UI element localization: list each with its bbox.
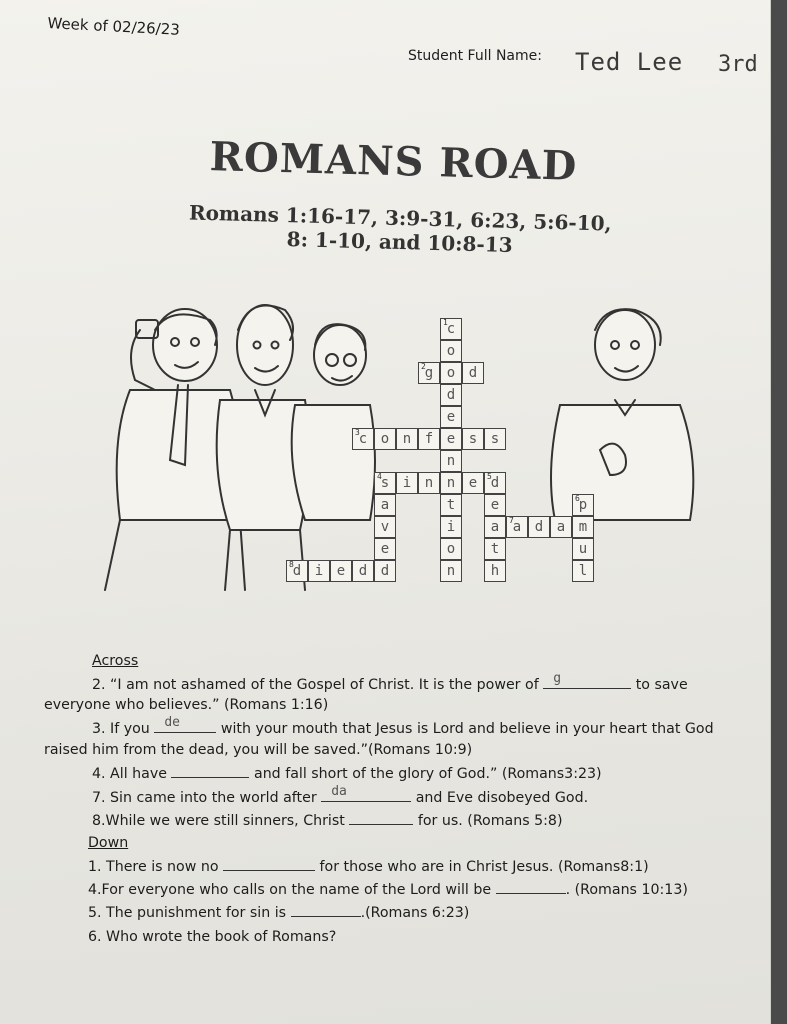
crossword-cell[interactable]: [286, 560, 308, 582]
crossword-handwritten-letter: g: [424, 365, 434, 381]
crossword-cell[interactable]: [506, 516, 528, 538]
clue-down-1-text: 1. There is now no: [88, 859, 219, 875]
crossword-cell[interactable]: [484, 538, 506, 560]
student-name-handwritten: Ted Lee: [575, 48, 684, 76]
crossword-clue-number: 2: [421, 362, 426, 371]
crossword-handwritten-letter: c: [446, 321, 456, 337]
clue-down-4: [88, 879, 688, 901]
student-name-label: Student Full Name:: [408, 48, 542, 64]
crossword-cell[interactable]: [528, 516, 550, 538]
clue-across-2-text: 2. “I am not ashamed of the Gospel of Christ. It is the power of: [92, 677, 539, 693]
crossword-cell[interactable]: [440, 450, 462, 472]
answer-blank-across-8[interactable]: [349, 810, 413, 825]
crossword-cell[interactable]: [440, 560, 462, 582]
answer-blank-down-5[interactable]: [291, 902, 361, 917]
crossword-cell[interactable]: [330, 560, 352, 582]
crossword-cell[interactable]: [440, 428, 462, 450]
crossword-cell[interactable]: [462, 362, 484, 384]
crossword-clue-number: 7: [509, 516, 514, 525]
clue-across-2-tail: to save: [635, 677, 688, 693]
crossword-handwritten-letter: n: [402, 431, 412, 447]
answer-blank-across-3[interactable]: [154, 715, 216, 733]
clue-across-3-tail: with your mouth that Jesus is Lord and believe in your heart that God: [220, 721, 714, 737]
clue-down-4-text: 4.For everyone who calls on the name of the Lord will be: [88, 882, 492, 898]
crossword-cell[interactable]: [440, 318, 462, 340]
crossword-clue-number: 3: [355, 428, 360, 437]
crossword-handwritten-letter: a: [490, 519, 500, 535]
crossword-cell[interactable]: [396, 428, 418, 450]
crossword-cell[interactable]: [440, 472, 462, 494]
crossword-cell[interactable]: [440, 516, 462, 538]
clue-down-5-text: 5. The punishment for sin is: [88, 905, 287, 921]
crossword-handwritten-letter: s: [468, 431, 478, 447]
handwritten-answer-across-2: g: [553, 671, 562, 686]
crossword-handwritten-letter: i: [402, 475, 412, 491]
crossword-handwritten-letter: d: [468, 365, 478, 381]
clue-across-4-tail: and fall short of the glory of God.” (Romans3:23): [254, 766, 602, 782]
clue-down-6: 6. Who wrote the book of Romans?: [88, 929, 337, 945]
crossword-handwritten-letter: a: [380, 497, 390, 513]
answer-blank-across-7[interactable]: [321, 784, 411, 802]
answer-blank-down-1[interactable]: [223, 856, 315, 871]
crossword-cell[interactable]: [418, 428, 440, 450]
crossword-cell[interactable]: [396, 472, 418, 494]
crossword-handwritten-letter: n: [446, 475, 456, 491]
crossword-cell[interactable]: [440, 384, 462, 406]
crossword-handwritten-letter: d: [380, 563, 390, 579]
crossword-handwritten-letter: n: [446, 563, 456, 579]
clue-across-7-text: 7. Sin came into the world after: [92, 790, 317, 806]
illustration-and-crossword: [70, 290, 710, 610]
crossword-cell[interactable]: [374, 560, 396, 582]
crossword-handwritten-letter: f: [424, 431, 434, 447]
crossword-handwritten-letter: h: [490, 563, 500, 579]
crossword-cell[interactable]: [550, 516, 572, 538]
crossword-handwritten-letter: d: [292, 563, 302, 579]
crossword-handwritten-letter: m: [578, 519, 588, 535]
clue-across-3: [92, 715, 714, 740]
crossword-cell[interactable]: [440, 340, 462, 362]
crossword-handwritten-letter: e: [336, 563, 346, 579]
crossword-clue-number: 4: [377, 472, 382, 481]
crossword-handwritten-letter: o: [446, 343, 456, 359]
crossword-cell[interactable]: [308, 560, 330, 582]
crossword-cell[interactable]: [572, 560, 594, 582]
crossword-cell[interactable]: [440, 406, 462, 428]
crossword-handwritten-letter: o: [446, 541, 456, 557]
crossword-handwritten-letter: p: [578, 497, 588, 513]
clue-down-1: [88, 856, 649, 878]
week-date: Week of 02/26/23: [47, 14, 181, 39]
handwritten-answer-across-7: da: [331, 784, 347, 799]
crossword-cell[interactable]: [418, 362, 440, 384]
handwritten-answer-across-3: de: [164, 715, 180, 730]
crossword-handwritten-letter: n: [446, 453, 456, 469]
crossword-handwritten-letter: i: [314, 563, 324, 579]
crossword-cell[interactable]: [572, 538, 594, 560]
crossword-clue-number: 5: [487, 472, 492, 481]
crossword-handwritten-letter: e: [446, 431, 456, 447]
crossword-cell[interactable]: [484, 428, 506, 450]
answer-blank-across-2[interactable]: [543, 671, 631, 689]
crossword-handwritten-letter: c: [358, 431, 368, 447]
scripture-references: [149, 199, 650, 260]
crossword-handwritten-letter: d: [446, 387, 456, 403]
crossword-handwritten-letter: s: [380, 475, 390, 491]
clue-across-2-continued: everyone who believes.” (Romans 1:16): [44, 697, 329, 713]
crossword-handwritten-letter: e: [446, 409, 456, 425]
page-title: ROMANS ROAD: [209, 133, 578, 190]
crossword-handwritten-letter: d: [490, 475, 500, 491]
references-line-1: Romans 1:16-17, 3:9-31, 6:23, 5:6-10,: [188, 200, 612, 236]
crossword-clue-number: 1: [443, 318, 448, 327]
crossword-cell[interactable]: [484, 516, 506, 538]
crossword-cell[interactable]: [352, 428, 374, 450]
clue-down-1-tail: for those who are in Christ Jesus. (Romans8:1): [319, 859, 649, 875]
crossword-clue-number: 8: [289, 560, 294, 569]
crossword-cell[interactable]: [572, 494, 594, 516]
clue-across-3-continued: raised him from the dead, you will be saved.”(Romans 10:9): [44, 742, 473, 758]
crossword-handwritten-letter: e: [490, 497, 500, 513]
answer-blank-across-4[interactable]: [171, 763, 249, 778]
crossword-handwritten-letter: i: [446, 519, 456, 535]
crossword-cell[interactable]: [462, 472, 484, 494]
crossword-handwritten-letter: s: [490, 431, 500, 447]
clue-down-5-tail: .(Romans 6:23): [360, 905, 470, 921]
crossword-cell[interactable]: [484, 472, 506, 494]
crossword-cell[interactable]: [374, 494, 396, 516]
crossword-handwritten-letter: a: [556, 519, 566, 535]
crossword-handwritten-letter: u: [578, 541, 588, 557]
clue-across-8-text: 8.While we were still sinners, Christ: [92, 813, 345, 829]
crossword-cell[interactable]: [418, 472, 440, 494]
crossword-clue-number: 6: [575, 494, 580, 503]
clue-across-7: [92, 784, 589, 809]
clue-across-7-tail: and Eve disobeyed God.: [415, 790, 589, 806]
crossword-handwritten-letter: n: [424, 475, 434, 491]
crossword-cell[interactable]: [484, 560, 506, 582]
crossword-handwritten-letter: d: [534, 519, 544, 535]
crossword-cell[interactable]: [374, 472, 396, 494]
crossword-cell[interactable]: [374, 538, 396, 560]
crossword-cell[interactable]: [572, 516, 594, 538]
clue-down-4-tail: . (Romans 10:13): [565, 882, 688, 898]
crossword-cell[interactable]: [440, 494, 462, 516]
crossword-handwritten-letter: v: [380, 519, 390, 535]
crossword-cell[interactable]: [374, 516, 396, 538]
crossword-cell[interactable]: [440, 538, 462, 560]
down-heading: Down: [88, 835, 129, 851]
crossword-cell[interactable]: [352, 560, 374, 582]
clue-down-5: [88, 902, 469, 924]
clue-across-8: [92, 810, 563, 832]
clue-across-4-text: 4. All have: [92, 766, 167, 782]
crossword-handwritten-letter: o: [380, 431, 390, 447]
clue-across-8-tail: for us. (Romans 5:8): [417, 813, 563, 829]
crossword-cell[interactable]: [440, 362, 462, 384]
crossword-cell[interactable]: [484, 494, 506, 516]
across-heading: Across: [92, 653, 139, 669]
clue-across-2: [92, 671, 688, 696]
references-line-2: 8: 1-10, and 10:8-13: [286, 227, 513, 257]
crossword-handwritten-letter: a: [512, 519, 522, 535]
crossword-cell[interactable]: [462, 428, 484, 450]
crossword-handwritten-letter: l: [578, 563, 588, 579]
crossword-handwritten-letter: t: [490, 541, 500, 557]
crossword-handwritten-letter: e: [468, 475, 478, 491]
crossword-handwritten-letter: e: [380, 541, 390, 557]
student-grade-handwritten: 3rd: [718, 52, 758, 77]
crossword-handwritten-letter: d: [358, 563, 368, 579]
crossword-handwritten-letter: t: [446, 497, 456, 513]
crossword-cell[interactable]: [374, 428, 396, 450]
crossword-handwritten-letter: o: [446, 365, 456, 381]
clue-across-3-text: 3. If you: [92, 721, 150, 737]
answer-blank-down-4[interactable]: [496, 879, 566, 894]
